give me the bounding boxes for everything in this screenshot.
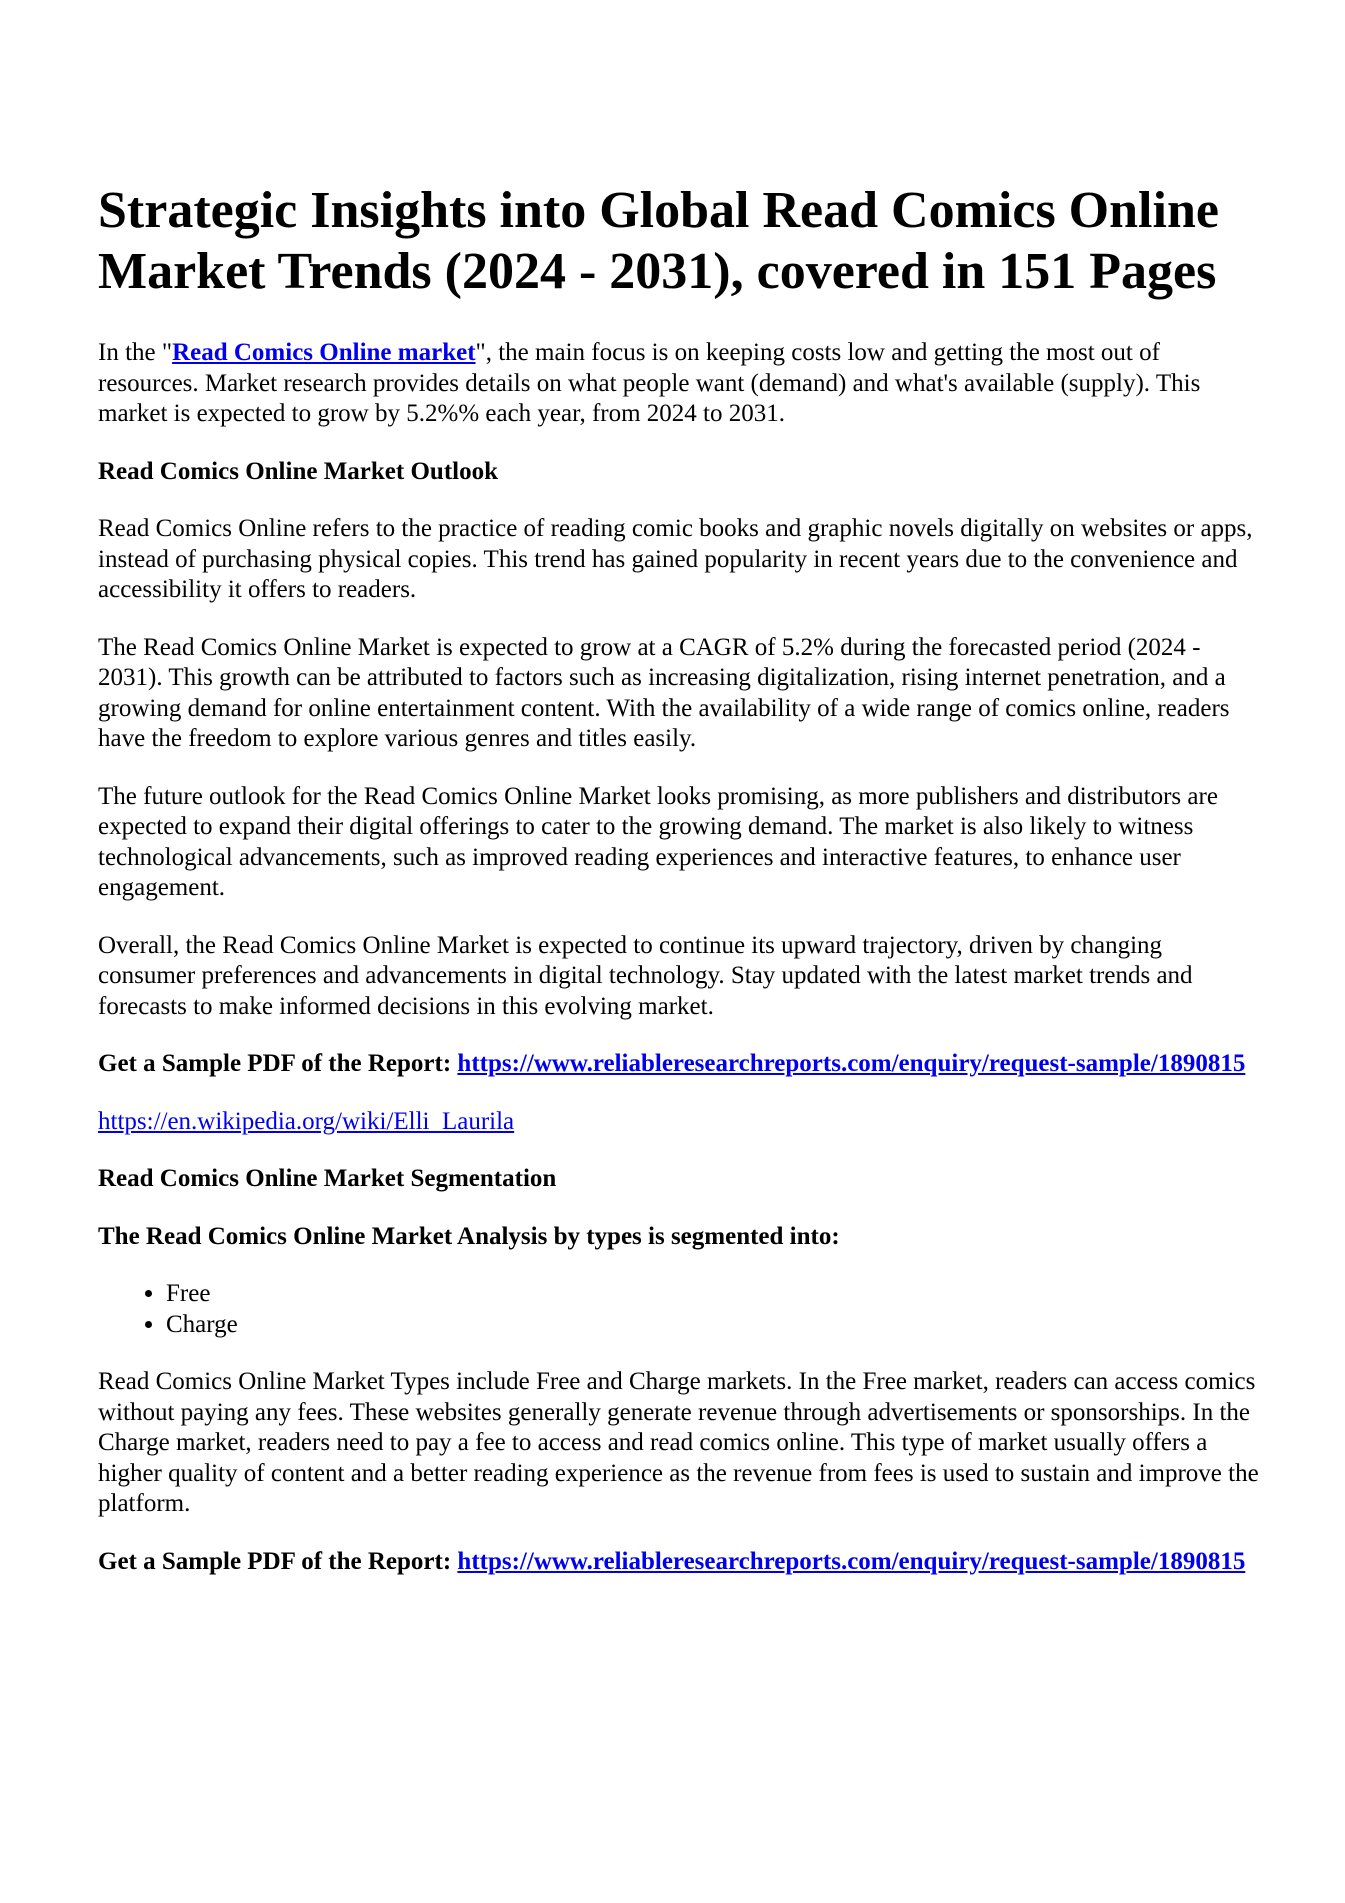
intro-prefix: In the " — [98, 339, 173, 366]
outlook-paragraph-3: The future outlook for the Read Comics Online Market looks promising, as more publishers and distributors are expected to expand their digital offerings to cater to the growing demand. The market is also likely to witness technological advancements, such as improved reading experiences and interactive features, to enhance user engagement. — [98, 782, 1218, 901]
wiki-line — [98, 1107, 1265, 1138]
wiki-link[interactable]: https://en.wikipedia.org/wiki/Elli_Laurila — [98, 1107, 515, 1135]
list-item: • Charge — [166, 1310, 1265, 1341]
types-list — [98, 1279, 1265, 1340]
sample-pdf-line-1 — [98, 1049, 1265, 1080]
outlook-paragraph-4: Overall, the Read Comics Online Market is expected to continue its upward trajectory, driven by changing consumer preferences and advancements in digital technology. Stay updated with the latest market trends and forecasts to make informed decisions in this evolving market. — [98, 931, 1193, 1020]
sample-pdf-link[interactable]: https://www.reliableresearchreports.com/enquiry/request-sample/1890815 — [457, 1050, 1246, 1077]
types-heading: The Read Comics Online Market Analysis by types is segmented into: — [98, 1222, 840, 1250]
sample-pdf-label: Get a Sample PDF of the Report: — [98, 1547, 458, 1575]
intro-paragraph — [98, 338, 1265, 430]
segmentation-heading: Read Comics Online Market Segmentation — [98, 1165, 557, 1192]
types-description: Read Comics Online Market Types include Free and Charge markets. In the Free market, readers can access comics without paying any fees. These websites generally generate revenue through advertisements or sponsorships. In the Charge market, readers need to pay a fee to access and read comics online. This type of market usually offers a higher quality of content and a better reading experience as the revenue from fees is used to sustain and improve the platform. — [98, 1368, 1259, 1517]
list-item: • Free — [166, 1279, 1265, 1310]
outlook-heading: Read Comics Online Market Outlook — [98, 457, 498, 485]
intro-suffix: ", the main focus is on keeping costs low and getting the most out of resources. Market research provides details on what people want (demand) and what's available (supply). This market is expected to grow by 5.2%% each year, from 2024 to 2031. — [98, 339, 1201, 427]
outlook-paragraph-1: Read Comics Online refers to the practice of reading comic books and graphic novels digitally on websites or apps, instead of purchasing physical copies. This trend has gained popularity in recent years due to the convenience and accessibility it offers to readers. — [98, 515, 1253, 603]
sample-pdf-link[interactable]: https://www.reliableresearchreports.com/enquiry/request-sample/1890815 — [457, 1547, 1246, 1575]
market-link[interactable]: Read Comics Online market — [172, 339, 476, 366]
sample-pdf-label: Get a Sample PDF of the Report: — [98, 1050, 458, 1077]
page-title: Strategic Insights into Global Read Comics Online Market Trends (2024 - 2031), covered in 151 Pages — [98, 182, 1219, 300]
sample-pdf-line-2 — [98, 1547, 1265, 1578]
outlook-paragraph-2: The Read Comics Online Market is expected to grow at a CAGR of 5.2% during the forecasted period (2024 - 2031). This growth can be attributed to factors such as increasing digitalization, rising internet penetration, and a growing demand for online entertainment content. With the availability of a wide range of comics online, readers have the freedom to explore various genres and titles easily. — [98, 633, 1230, 752]
